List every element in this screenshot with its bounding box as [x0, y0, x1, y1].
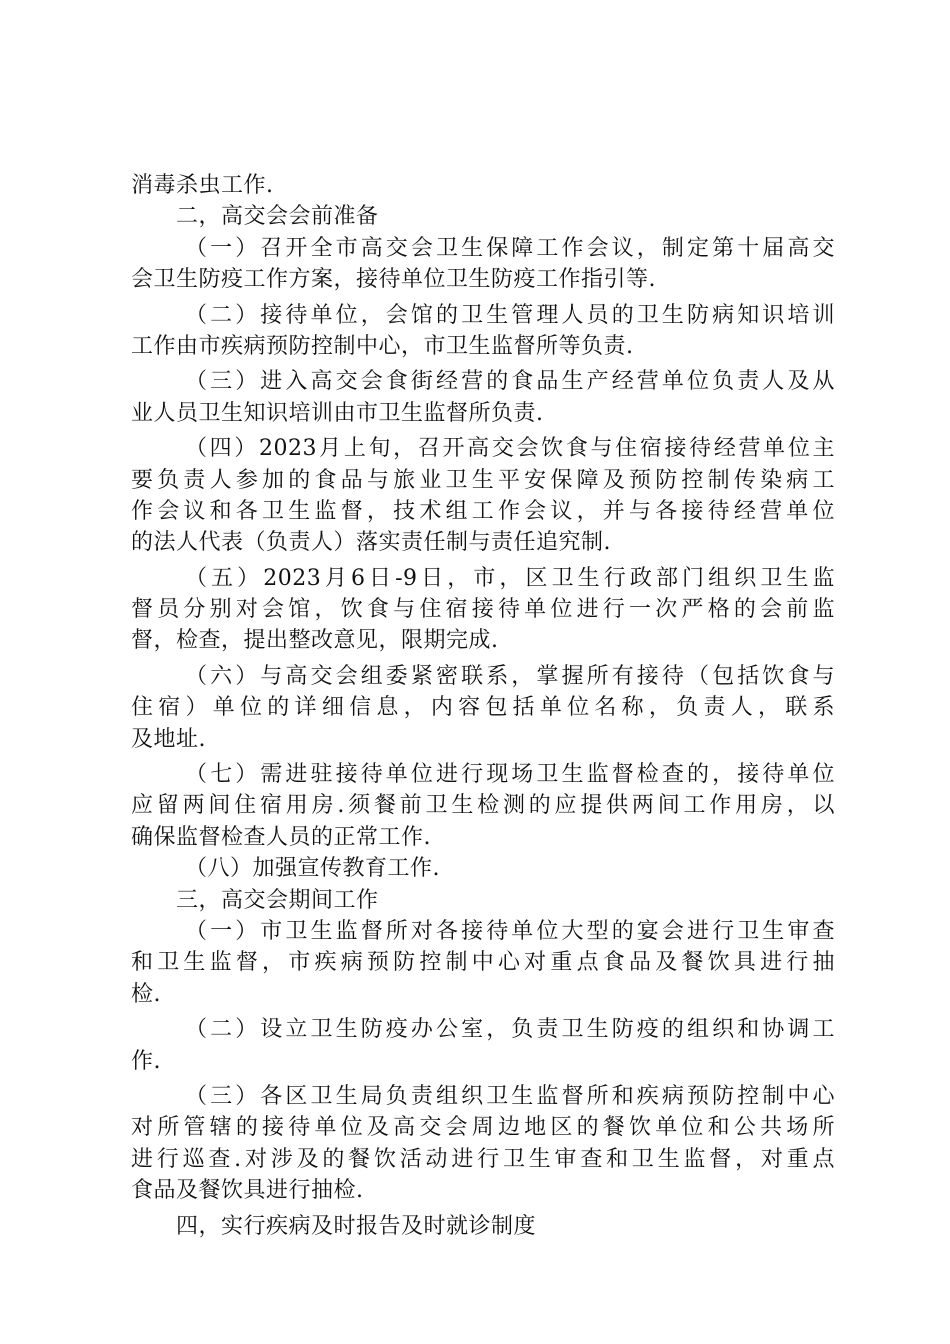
- text-line: （八）加强宣传教育工作.: [185, 856, 440, 882]
- text-line: 会卫生防疫工作方案，接待单位卫生防疫工作指引等.: [131, 267, 656, 293]
- text-line: 进行巡查.对涉及的餐饮活动进行卫生审查和卫生监督，对重点: [131, 1146, 835, 1172]
- section-heading: 三，高交会期间工作: [176, 887, 379, 913]
- document-body: [131, 170, 835, 1242]
- text-line: 检.: [131, 981, 161, 1007]
- text-line: 的法人代表（负责人）落实责任制与责任追究制.: [131, 530, 611, 556]
- text-line: （四）2023月上旬，召开高交会饮食与住宿接待经营单位主: [185, 436, 835, 462]
- text-line: （一）召开全市高交会卫生保障工作会议，制定第十届高交: [185, 235, 835, 261]
- text-line: 住宿）单位的详细信息，内容包括单位名称，负责人，联系: [131, 695, 835, 721]
- text-line: 食品及餐饮具进行抽检.: [131, 1178, 364, 1204]
- text-line: 工作由市疾病预防控制中心，市卫生监督所等负责.: [131, 333, 634, 359]
- section-heading: 二，高交会会前准备: [176, 204, 379, 230]
- text-line: （五）2023月6日-9日，市，区卫生行政部门组织卫生监: [185, 565, 835, 591]
- text-line: （二）接待单位，会馆的卫生管理人员的卫生防病知识培训: [185, 302, 835, 328]
- text-line: 及地址.: [131, 726, 206, 752]
- text-line: 对所管辖的接待单位及高交会周边地区的餐饮单位和公共场所: [131, 1115, 835, 1141]
- text-line: 作.: [131, 1048, 161, 1074]
- text-line: 和卫生监督，市疾病预防控制中心对重点食品及餐饮具进行抽: [131, 950, 835, 976]
- text-line: （六）与高交会组委紧密联系，掌握所有接待（包括饮食与: [185, 663, 835, 689]
- text-line: （三）各区卫生局负责组织卫生监督所和疾病预防控制中心: [185, 1083, 835, 1109]
- section-heading: 四，实行疾病及时报告及时就诊制度: [176, 1213, 537, 1239]
- text-line: 应留两间住宿用房.须餐前卫生检测的应提供两间工作用房，以: [131, 793, 835, 819]
- text-line: 消毒杀虫工作.: [131, 173, 274, 198]
- text-line: （七）需进驻接待单位进行现场卫生监督检查的，接待单位: [185, 762, 835, 788]
- text-line: （三）进入高交会食街经营的食品生产经营单位负责人及从: [185, 369, 835, 395]
- text-line: 确保监督检查人员的正常工作.: [131, 824, 431, 850]
- text-line: 作会议和各卫生监督，技术组工作会议，并与各接待经营单位: [131, 498, 835, 524]
- text-line: 督，检查，提出整改意见，限期完成.: [131, 628, 499, 654]
- text-line: 要负责人参加的食品与旅业卫生平安保障及预防控制传染病工: [131, 467, 835, 493]
- text-line: （一）市卫生监督所对各接待单位大型的宴会进行卫生审查: [185, 918, 835, 944]
- text-line: 督员分别对会馆，饮食与住宿接待单位进行一次严格的会前监: [131, 597, 835, 623]
- text-line: （二）设立卫生防疫办公室，负责卫生防疫的组织和协调工: [185, 1017, 835, 1043]
- text-line: 业人员卫生知识培训由市卫生监督所负责.: [131, 400, 544, 426]
